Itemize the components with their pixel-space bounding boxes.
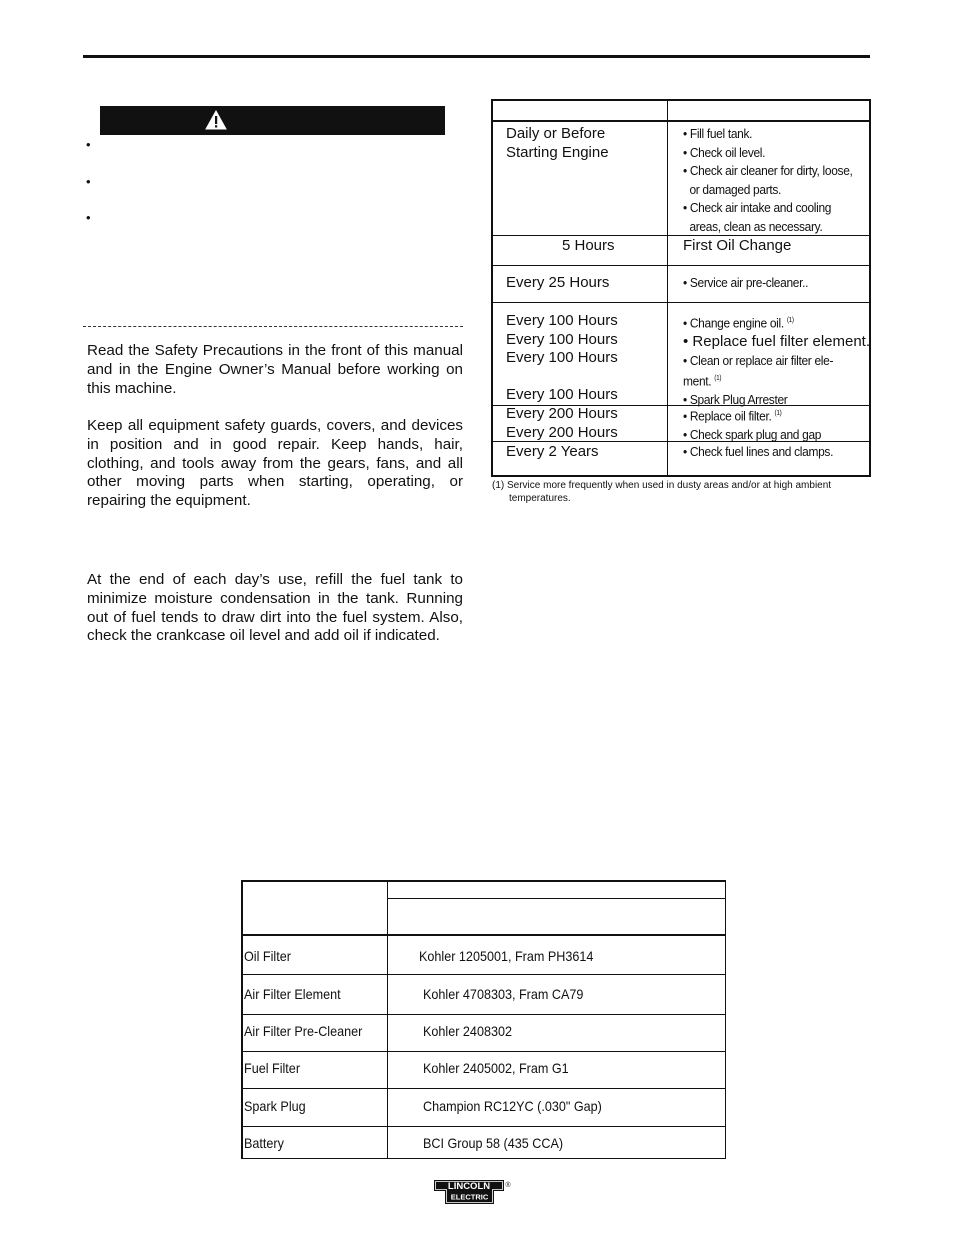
task-line: • Check spark plug and gap <box>683 426 822 442</box>
dashed-divider <box>83 326 463 327</box>
header-rule <box>243 934 725 936</box>
header-rule <box>387 898 725 899</box>
period-line: Starting Engine <box>506 143 609 161</box>
safety-paragraph: Read the Safety Precautions in the front of this manual and in the Engine Owner’s Manual before working on this machine. <box>87 342 463 397</box>
table-footnote <box>492 479 870 505</box>
part-item: Spark Plug <box>244 1098 306 1114</box>
warning-bullet-3: • <box>86 210 91 225</box>
period-cell: Every 25 Hours <box>506 274 610 291</box>
period-line: Every 100 Hours <box>506 349 618 366</box>
warning-bullet-1: • <box>86 137 91 152</box>
part-item: Fuel Filter <box>244 1060 301 1076</box>
period-cell <box>506 312 618 405</box>
row-divider <box>243 1088 725 1089</box>
part-item: Battery <box>244 1135 284 1151</box>
warning-triangle-icon <box>205 110 227 130</box>
task-cell: • Check fuel lines and clamps. <box>683 444 834 459</box>
row-divider <box>243 1126 725 1127</box>
row-divider <box>243 1014 725 1015</box>
part-number: Kohler 4708303, Fram CA79 <box>423 986 584 1002</box>
daily-paragraph: At the end of each day’s use, refill the fuel tank to minimize moisture condensation in the tank. Running out of fuel tends to draw dirt into the fuel system. Also, check the crankcase oil level and add oil if indicated. <box>87 571 463 645</box>
task-cell: • Service air pre-cleaner.. <box>683 275 809 290</box>
task-line: ment. $^{(1)}$ <box>683 373 722 389</box>
task-line: • Check air intake and cooling <box>683 200 832 216</box>
part-item: Oil Filter <box>244 948 291 964</box>
period-cell <box>506 405 618 442</box>
task-line: • Change engine oil. $^{(1)}$ <box>683 315 794 331</box>
logo-line1: LINCOLN <box>447 1180 491 1192</box>
part-item: Air Filter Element <box>244 986 341 1002</box>
task-line: • Check oil level. <box>683 144 766 160</box>
task-line: or damaged parts. <box>689 181 782 197</box>
period-cell <box>506 125 609 162</box>
warning-header-bar <box>100 106 445 135</box>
task-cell: First Oil Change <box>683 237 792 254</box>
guards-paragraph: Keep all equipment safety guards, covers, and devices in position and in good repair. Keep hands, hair, clothing, and tools away from the gears, fans, and all other moving parts when starting, operating, or repairing the equipment. <box>87 417 463 510</box>
task-line: • Check air cleaner for dirty, loose, <box>683 163 853 179</box>
task-cell <box>683 405 852 445</box>
row-divider <box>493 265 869 266</box>
lincoln-electric-logo <box>433 1178 513 1206</box>
task-cell <box>683 312 871 410</box>
period-line: Every 100 Hours <box>506 386 618 403</box>
period-cell: 5 Hours <box>562 237 615 254</box>
parts-table <box>241 880 726 1159</box>
footnote-line: temperatures. <box>509 493 571 504</box>
column-divider <box>667 101 668 475</box>
top-rule <box>83 55 870 58</box>
period-line: Daily or Before <box>506 125 606 142</box>
period-line: Every 200 Hours <box>506 405 618 422</box>
period-cell: Every 2 Years <box>506 443 599 460</box>
column-divider <box>387 882 388 1158</box>
row-divider <box>243 1051 725 1052</box>
task-line: • Clean or replace air filter ele- <box>683 352 834 368</box>
task-line: • Replace oil filter. $^{(1)}$ <box>683 408 782 424</box>
footnote-line: (1) Service more frequently when used in dusty areas and/or at high ambient <box>492 480 832 491</box>
row-divider <box>243 974 725 975</box>
part-number: Kohler 2408302 <box>423 1023 512 1039</box>
period-line: Every 100 Hours <box>506 312 618 329</box>
period-line: Every 100 Hours <box>506 330 618 348</box>
table-header-rule <box>493 120 869 122</box>
warning-bullet-2: • <box>86 174 91 189</box>
logo-registered-mark: ® <box>505 1182 511 1189</box>
part-number: Kohler 1205001, Fram PH3614 <box>419 948 594 964</box>
task-line: areas, clean as necessary. <box>689 218 823 234</box>
part-number: Champion RC12YC (.030" Gap) <box>423 1098 602 1114</box>
maintenance-schedule-table <box>491 99 871 477</box>
task-line: • Fill fuel tank. <box>683 126 753 141</box>
task-line: • Replace fuel filter element. <box>683 332 871 350</box>
part-item: Air Filter Pre-Cleaner <box>244 1023 363 1039</box>
logo-line2: ELECTRIC <box>450 1192 489 1202</box>
part-number: Kohler 2405002, Fram G1 <box>423 1060 569 1076</box>
part-number: BCI Group 58 (435 CCA) <box>423 1135 564 1151</box>
period-line: Every 200 Hours <box>506 423 618 441</box>
row-divider <box>493 302 869 303</box>
task-cell <box>683 125 852 237</box>
task-line: • Spark Plug Arrester <box>683 392 788 408</box>
